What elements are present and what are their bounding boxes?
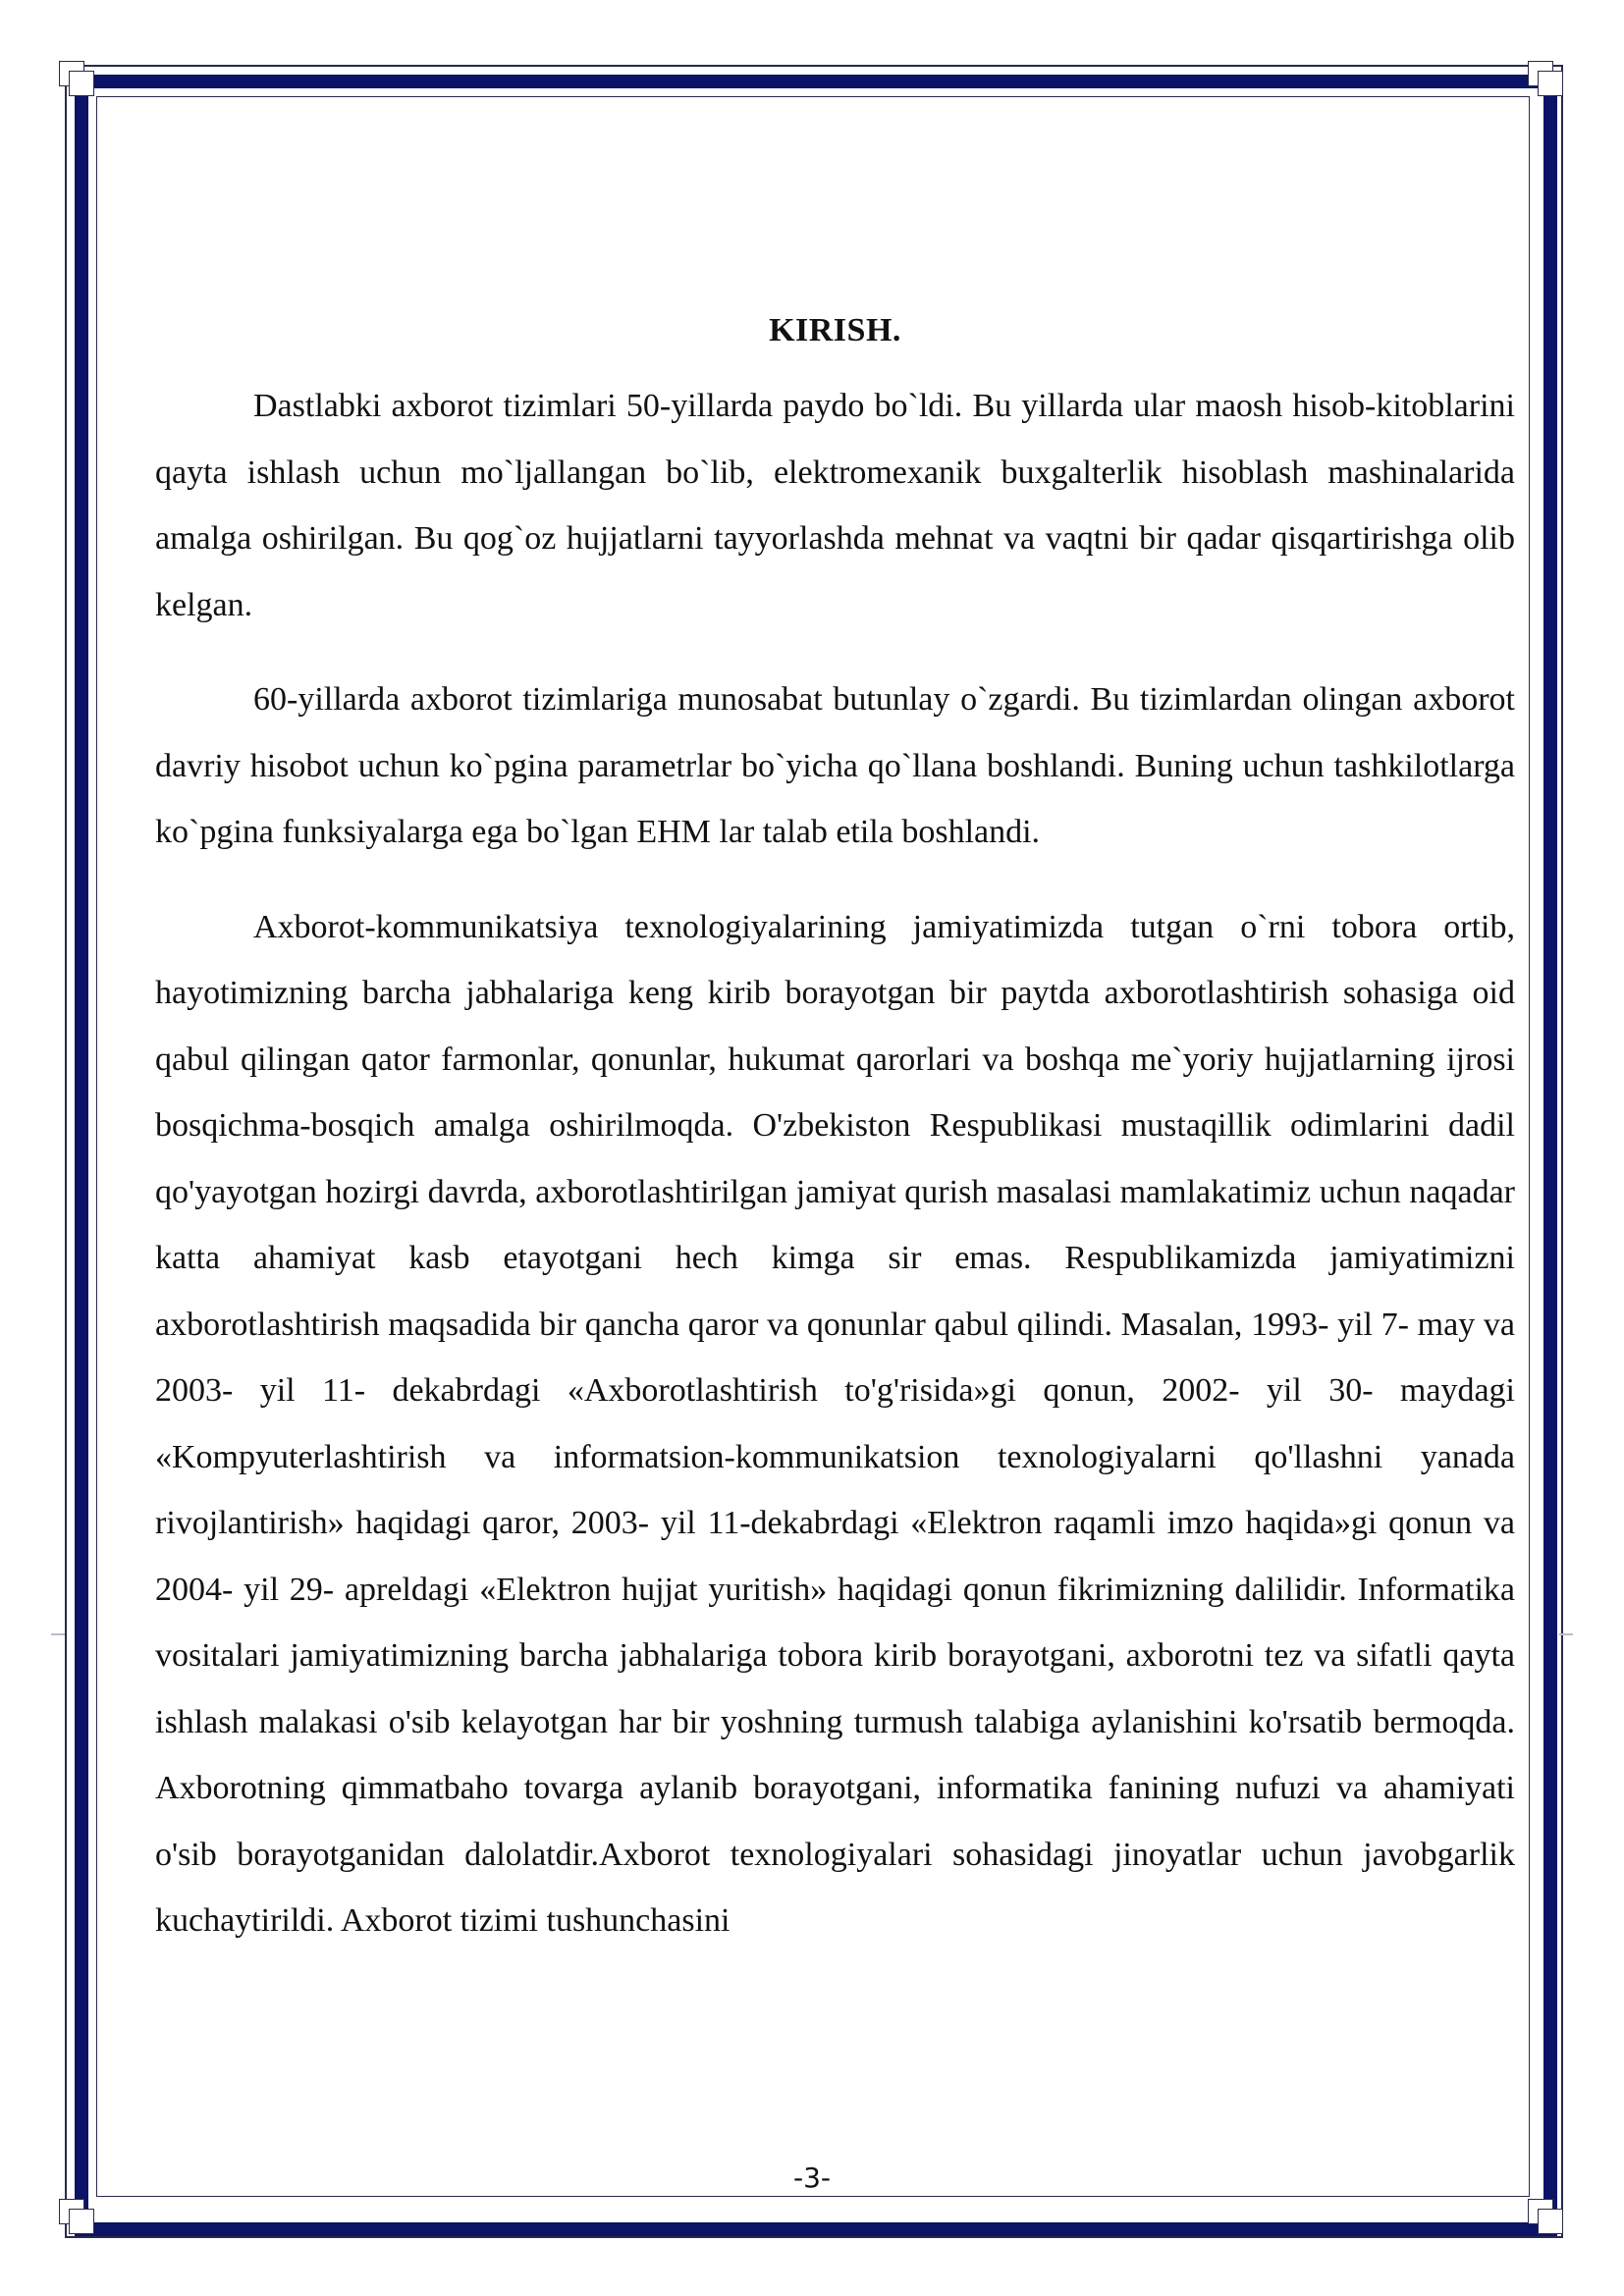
frame-corner-ornament bbox=[59, 2199, 96, 2236]
page-number: -3- bbox=[792, 2162, 832, 2194]
document-body bbox=[155, 308, 1515, 1983]
frame-corner-ornament bbox=[1528, 2199, 1565, 2236]
paragraph: Axborot-kommunikatsiya texnologiyalarining jamiyatimizda tutgan o`rni tobora ortib, hayotimizning barcha jabhalariga keng kirib borayotgan bir paytda axborotlashtirish sohasiga oid qabul qilingan qator farmonlar, qonunlar, hukumat qarorlari va boshqa me`yoriy hujjatlarning ijrosi bosqichma-bosqich amalga oshirilmoqda. O'zbekiston Respublikasi mustaqillik odimlarini dadil qo'yayotgan hozirgi davrda, axborotlashtirilgan jamiyat qurish masalasi mamlakatimiz uchun naqadar katta ahamiyat kasb etayotgani hech kimga sir emas. Respublikamizda jamiyatimizni axborotlashtirish maqsadida bir qancha qaror va qonunlar qabul qilindi. Masalan, 1993- yil 7- may va 2003- yil 11- dekabrdagi «Axborotlashtirish to'g'risida»gi qonun, 2002- yil 30- maydagi «Kompyuterlashtirish va informatsion-kommunikatsion texnologiyalarni qo'llashni yanada rivojlantirish» haqidagi qaror, 2003- yil 11-dekabrdagi «Elektron raqamli imzo haqida»gi qonun va 2004- yil 29- apreldagi «Elektron hujjat yuritish» haqidagi qonun fikrimizning dalilidir. Informatika vositalari jamiyatimizning barcha jabhalariga tobora kirib borayotgani, axborotni tez va sifatli qayta ishlash malakasi o'sib kelayotgan har bir yoshning turmush talabiga aylanishini ko'rsatib bermoqda. Axborotning qimmatbaho tovarga aylanib borayotgani, informatika fanining nufuzi va ahamiyati o'sib borayotganidan dalolatdir.Axborot texnologiyalari sohasidagi jinoyatlar uchun javobgarlik kuchaytirildi. Axborot tizimi tushunchasini bbox=[155, 908, 1515, 1939]
frame-tick-mark bbox=[1559, 1633, 1573, 1635]
frame-corner-ornament bbox=[59, 61, 96, 98]
paragraph: 60-yillarda axborot tizimlariga munosabat butunlay o`zgardi. Bu tizimlardan olingan axborot davriy hisobot uchun ko`pgina parametrlar bo`yicha qo`llana boshlandi. Buning uchun tashkilotlarga ko`pgina funksiyalarga ega bo`lgan EHM lar talab etila boshlandi. bbox=[155, 681, 1515, 850]
document-title: KIRISH. bbox=[769, 312, 901, 348]
paragraph: Dastlabki axborot tizimlari 50-yillarda paydo bo`ldi. Bu yillarda ular maosh hisob-kitoblarini qayta ishlash uchun mo`ljallangan bo`lib, elektromexanik buxgalterlik hisoblash mashinalarida amalga oshirilgan. Bu qog`oz hujjatlarni tayyorlashda mehnat va vaqtni bir qadar qisqartirishga olib kelgan. bbox=[155, 388, 1515, 623]
frame-tick-mark bbox=[51, 1633, 65, 1635]
frame-corner-ornament bbox=[1528, 61, 1565, 98]
